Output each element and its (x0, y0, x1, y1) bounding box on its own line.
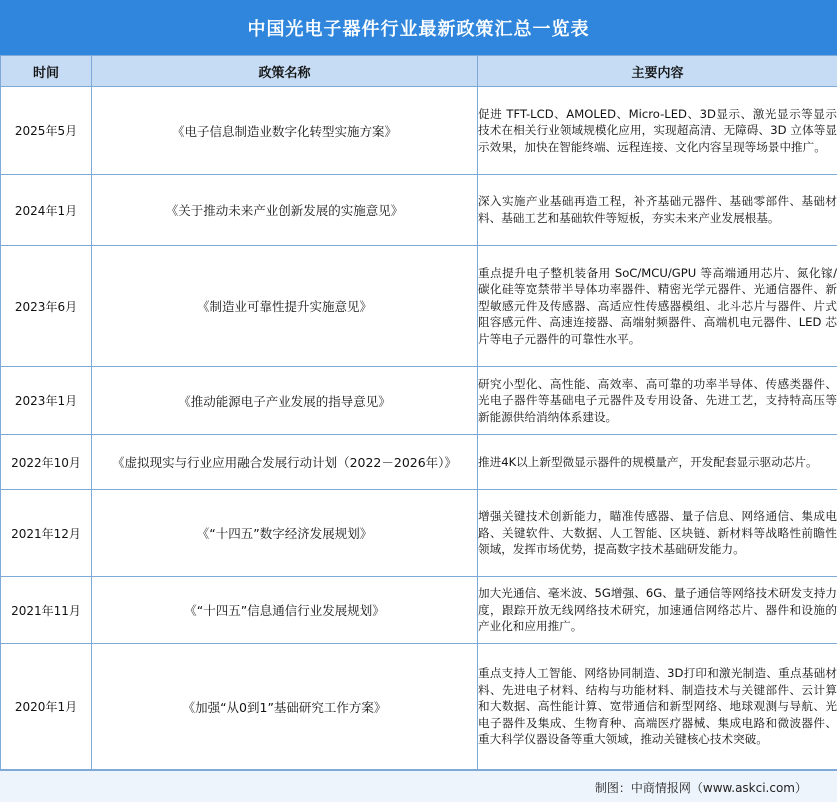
row-policy-name: 《“十四五”信息通信行业发展规划》 (92, 577, 478, 644)
row-content: 增强关键技术创新能力，瞄准传感器、量子信息、网络通信、集成电路、关键软件、大数据、人工智能、区块链、新材料等战略性前瞻性领域，发挥市场优势，提高数字技术基础研发能力。 (478, 490, 837, 577)
title-bar (0, 0, 837, 55)
row-content: 加大光通信、毫米波、5G增强、6G、量子通信等网络技术研发支持力度，跟踪开放无线网络技术研究，加速通信网络芯片、器件和设施的产业化和应用推广。 (478, 577, 837, 644)
row-date: 2024年1月 (1, 175, 92, 246)
row-date: 2025年5月 (1, 87, 92, 175)
row-date: 2022年10月 (1, 435, 92, 490)
row-date: 2023年1月 (1, 367, 92, 435)
header-time: 时间 (1, 56, 92, 87)
row-policy-name: 《虚拟现实与行业应用融合发展行动计划（2022－2026年）》 (92, 435, 478, 490)
table-row (1, 435, 837, 490)
row-content: 研究小型化、高性能、高效率、高可靠的功率半导体、传感类器件、光电子器件等基础电子元器件及专用设备、先进工艺，支持特高压等新能源供给消纳体系建设。 (478, 367, 837, 435)
header-content: 主要内容 (478, 56, 837, 87)
row-policy-name: 《加强“从0到1”基础研究工作方案》 (92, 644, 478, 770)
table-row (1, 644, 837, 770)
row-policy-name: 《制造业可靠性提升实施意见》 (92, 246, 478, 367)
row-policy-name: 《电子信息制造业数字化转型实施方案》 (92, 87, 478, 175)
table-row (1, 175, 837, 246)
table-header-row (1, 56, 837, 87)
source-credit: 制图：中商情报网（www.askci.com） (595, 779, 807, 796)
table-row (1, 246, 837, 367)
row-policy-name: 《“十四五”数字经济发展规划》 (92, 490, 478, 577)
page-title: 中国光电子器件行业最新政策汇总一览表 (248, 15, 590, 41)
row-content: 促进 TFT-LCD、AMOLED、Micro-LED、3D显示、激光显示等显示技术在相关行业领域规模化应用，实现超高清、无障碍、3D 立体等显示效果，加快在智能终端、远程连接、文化内容呈现等场景中推广。 (478, 87, 837, 175)
row-date: 2021年11月 (1, 577, 92, 644)
table-row (1, 87, 837, 175)
table-row (1, 367, 837, 435)
row-content: 重点提升电子整机装备用 SoC/MCU/GPU 等高端通用芯片、氮化镓/碳化硅等宽禁带半导体功率器件、精密光学元器件、光通信器件、新型敏感元件及传感器、高适应性传感器模组、北斗芯片与器件、片式阻容感元件、高速连接器、高端射频器件、高端机电元器件、LED 芯片等电子元器件的可靠性水平。 (478, 246, 837, 367)
row-date: 2021年12月 (1, 490, 92, 577)
row-content: 重点支持人工智能、网络协同制造、3D打印和激光制造、重点基础材料、先进电子材料、结构与功能材料、制造技术与关键部件、云计算和大数据、高性能计算、宽带通信和新型网络、地球观测与导航、光电子器件及集成、生物育种、高端医疗器械、集成电路和微波器件、重大科学仪器设备等重大领域，推动关键核心技术突破。 (478, 644, 837, 770)
row-content: 深入实施产业基础再造工程，补齐基础元器件、基础零部件、基础材料、基础工艺和基础软件等短板，夯实未来产业发展根基。 (478, 175, 837, 246)
table-row (1, 577, 837, 644)
row-date: 2023年6月 (1, 246, 92, 367)
row-policy-name: 《推动能源电子产业发展的指导意见》 (92, 367, 478, 435)
header-name: 政策名称 (92, 56, 478, 87)
table-row (1, 490, 837, 577)
row-policy-name: 《关于推动未来产业创新发展的实施意见》 (92, 175, 478, 246)
row-date: 2020年1月 (1, 644, 92, 770)
row-content: 推进4K以上新型微显示器件的规模量产，开发配套显示驱动芯片。 (478, 435, 837, 490)
policy-table (0, 55, 837, 770)
footer (0, 770, 837, 802)
